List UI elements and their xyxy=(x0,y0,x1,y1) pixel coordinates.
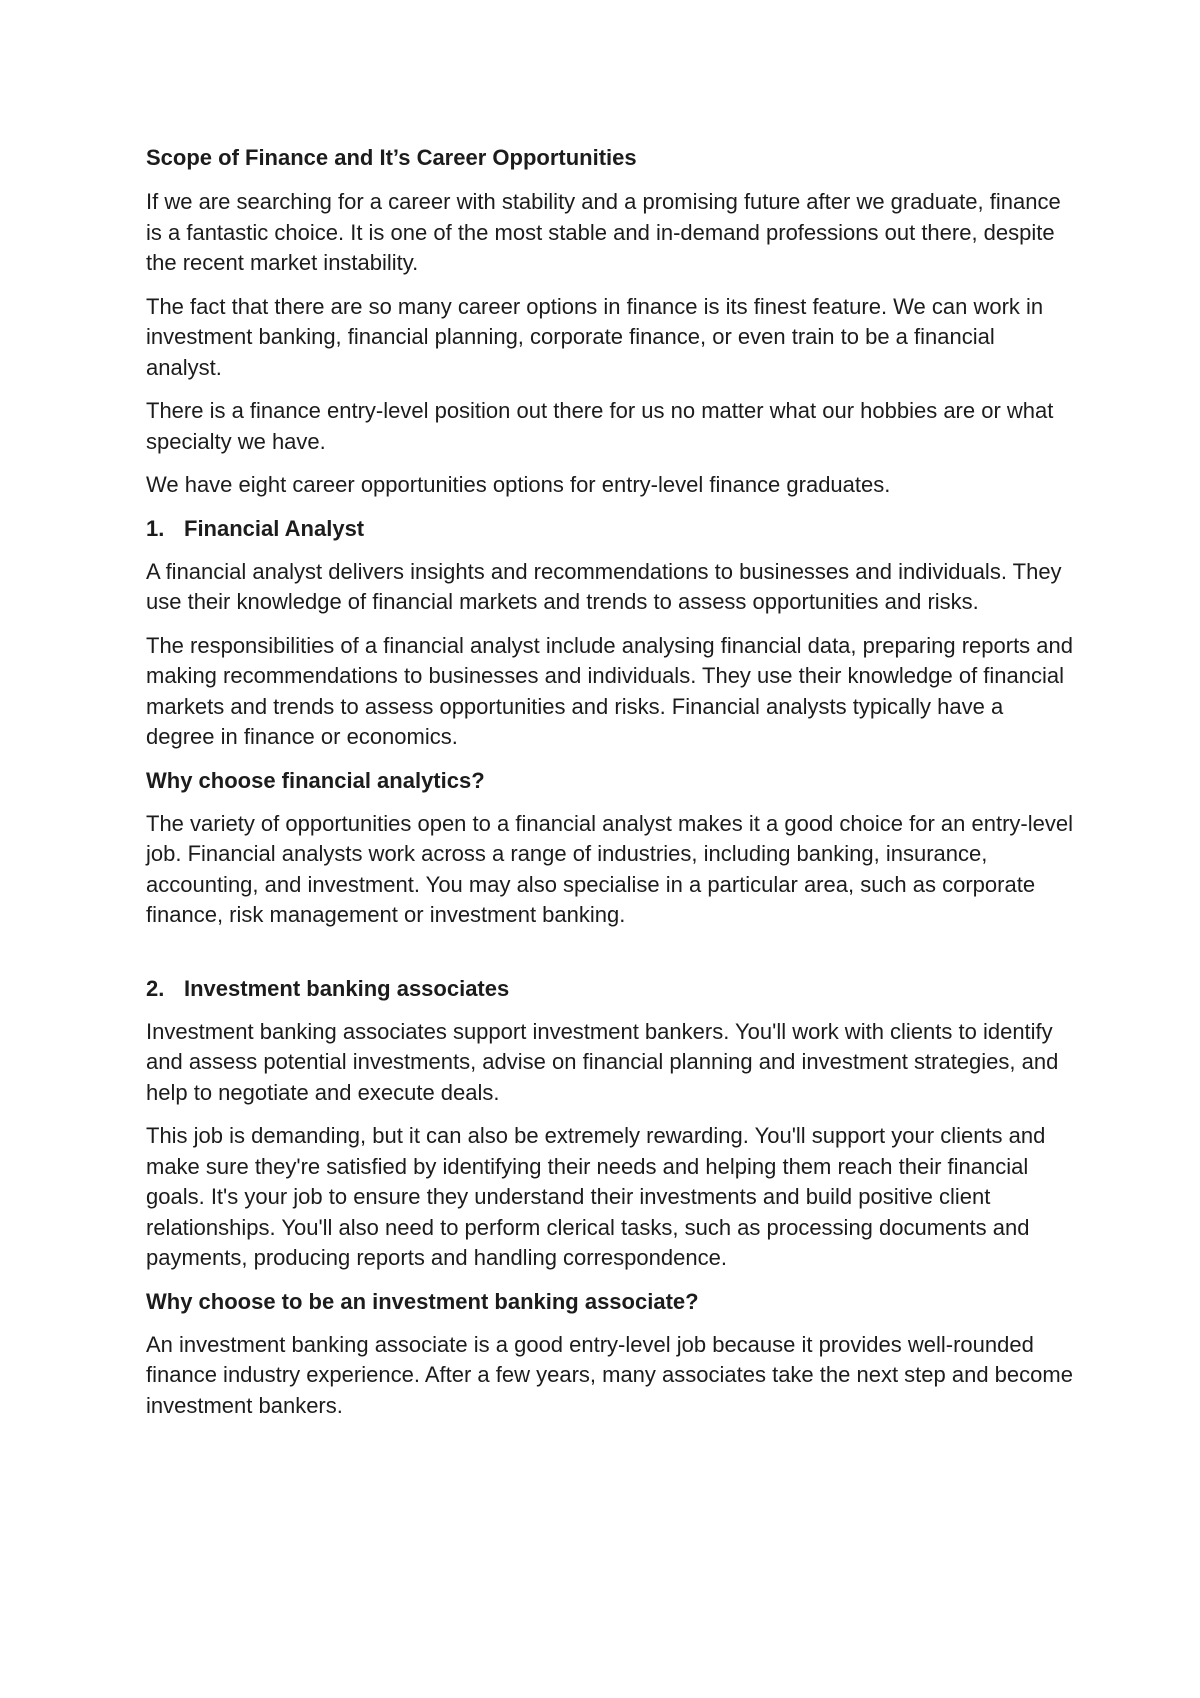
section-1-why-heading: Why choose financial analytics? xyxy=(146,767,485,793)
document-body xyxy=(146,143,1076,1434)
section-2-paragraph-2: This job is demanding, but it can also be extremely rewarding. You'll support your clients and make sure they're satisfied by identifying their needs and helping them reach their financial goals. It's your job to ensure they understand their investments and build positive client relationships. You'll also need to perform clerical tasks, such as processing documents and payments, producing reports and handling correspondence. xyxy=(146,1123,1046,1270)
section-1-paragraph-1: A financial analyst delivers insights and recommendations to businesses and individuals. They use their knowledge of financial markets and trends to assess opportunities and risks. xyxy=(146,558,1062,614)
section-1-why-paragraph: The variety of opportunities open to a financial analyst makes it a good choice for an entry-level job. Financial analysts work across a range of industries, including banking, insurance, accounting, and investment. You may also specialise in a particular area, such as corporate finance, risk management or investment banking. xyxy=(146,810,1073,927)
section-2-why-paragraph: An investment banking associate is a good entry-level job because it provides well-rounded finance industry experience. After a few years, many associates take the next step and become investment bankers. xyxy=(146,1331,1073,1418)
section-number: 2. xyxy=(146,975,165,1001)
intro-paragraph-4: We have eight career opportunities options for entry-level finance graduates. xyxy=(146,472,891,497)
intro-paragraph-3: There is a finance entry-level position out there for us no matter what our hobbies are or what specialty we have. xyxy=(146,398,1054,454)
section-spacer xyxy=(146,944,1076,974)
section-heading-investment-banking xyxy=(146,974,1076,1004)
section-heading-financial-analyst xyxy=(146,514,1076,544)
intro-paragraph-2: The fact that there are so many career options in finance is its finest feature. We can work in investment banking, financial planning, corporate finance, or even train to be a financial analyst. xyxy=(146,293,1044,380)
section-title: Investment banking associates xyxy=(184,975,510,1001)
section-2-why-heading: Why choose to be an investment banking associate? xyxy=(146,1288,699,1314)
section-number: 1. xyxy=(146,515,165,541)
document-title: Scope of Finance and It’s Career Opportunities xyxy=(146,145,637,170)
section-title: Financial Analyst xyxy=(184,515,365,541)
intro-paragraph-1: If we are searching for a career with stability and a promising future after we graduate, finance is a fantastic choice. It is one of the most stable and in-demand professions out there, despite the recent market instability. xyxy=(146,189,1061,275)
section-1-paragraph-2: The responsibilities of a financial analyst include analysing financial data, preparing reports and making recommendations to businesses and individuals. They use their knowledge of financial markets and trends to assess opportunities and risks. Financial analysts typically have a degree in finance or economics. xyxy=(146,632,1073,749)
section-2-paragraph-1: Investment banking associates support investment bankers. You'll work with clients to identify and assess potential investments, advise on financial planning and investment strategies, and help to negotiate and execute deals. xyxy=(146,1018,1059,1105)
